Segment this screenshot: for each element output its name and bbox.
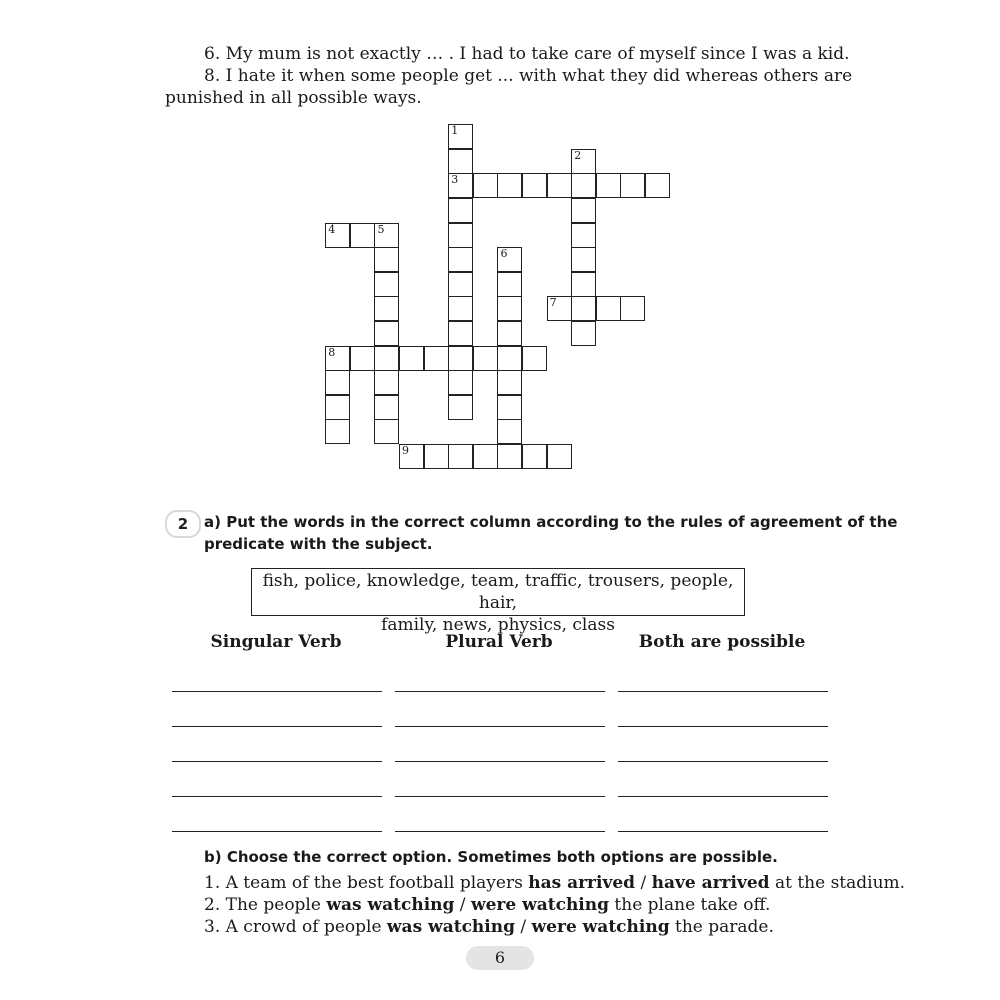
answer-line[interactable] <box>618 761 828 762</box>
option-1[interactable]: has arrived <box>528 873 636 893</box>
crossword-cell[interactable] <box>448 272 473 297</box>
crossword-cell[interactable] <box>325 370 350 395</box>
page-number: 6 <box>466 946 534 970</box>
crossword-cell[interactable] <box>497 419 522 444</box>
crossword-cell[interactable] <box>399 444 424 469</box>
crossword-cell[interactable] <box>497 272 522 297</box>
crossword-cell[interactable] <box>448 321 473 346</box>
crossword-cell[interactable] <box>596 296 621 321</box>
crossword-cell[interactable] <box>325 346 350 371</box>
sentence-3 <box>204 916 774 938</box>
crossword-cell[interactable] <box>547 173 572 198</box>
crossword-cell[interactable] <box>571 296 596 321</box>
sentence-1 <box>204 872 905 894</box>
crossword-cell[interactable] <box>620 296 645 321</box>
crossword-cell[interactable] <box>547 296 572 321</box>
exercise-2a-instruction-continued: predicate with the subject. <box>204 535 433 553</box>
sentence-text: 3. A crowd of people <box>204 917 387 937</box>
crossword-cell[interactable] <box>497 395 522 420</box>
answer-line[interactable] <box>395 726 605 727</box>
crossword-cell[interactable] <box>325 395 350 420</box>
crossword-cell[interactable] <box>571 272 596 297</box>
option-2[interactable]: were watching <box>531 917 670 937</box>
crossword-cell[interactable] <box>350 346 375 371</box>
crossword-cell[interactable] <box>325 223 350 248</box>
crossword-cell[interactable] <box>374 272 399 297</box>
crossword-cell[interactable] <box>448 198 473 223</box>
sentence-text: at the stadium. <box>769 873 906 893</box>
answer-line[interactable] <box>618 726 828 727</box>
crossword-cell[interactable] <box>448 346 473 371</box>
crossword-cell[interactable] <box>448 149 473 174</box>
clue-number: 9 <box>402 444 410 458</box>
answer-line[interactable] <box>172 691 382 692</box>
crossword-cell[interactable] <box>522 444 547 469</box>
exercise-2b-instruction: b) Choose the correct option. Sometimes both options are possible. <box>204 848 778 866</box>
crossword-cell[interactable] <box>374 296 399 321</box>
crossword-cell[interactable] <box>374 419 399 444</box>
crossword-cell[interactable] <box>571 247 596 272</box>
crossword-cell[interactable] <box>424 346 449 371</box>
crossword-cell[interactable] <box>497 444 522 469</box>
crossword-cell[interactable] <box>571 198 596 223</box>
crossword-cell[interactable] <box>497 346 522 371</box>
exercise-2a-instruction: a) Put the words in the correct column according to the rules of agreement of the <box>204 513 898 531</box>
answer-line[interactable] <box>395 831 605 832</box>
answer-line[interactable] <box>172 796 382 797</box>
crossword-cell[interactable] <box>448 296 473 321</box>
clue-number: 3 <box>451 173 459 187</box>
crossword-cell[interactable] <box>374 247 399 272</box>
answer-line[interactable] <box>618 691 828 692</box>
crossword-cell[interactable] <box>571 223 596 248</box>
crossword-cell[interactable] <box>497 321 522 346</box>
sentence-text: the parade. <box>669 917 774 937</box>
clue-number: 5 <box>377 222 385 236</box>
crossword-cell[interactable] <box>473 346 498 371</box>
crossword-cell[interactable] <box>596 173 621 198</box>
crossword-cell[interactable] <box>424 444 449 469</box>
crossword-cell[interactable] <box>374 223 399 248</box>
option-2[interactable]: have arrived <box>651 873 770 893</box>
crossword-cell[interactable] <box>522 346 547 371</box>
separator: / <box>514 917 532 937</box>
crossword-cell[interactable] <box>571 321 596 346</box>
crossword-cell[interactable] <box>448 173 473 198</box>
crossword-cell[interactable] <box>473 444 498 469</box>
clue-number: 4 <box>328 222 336 236</box>
crossword-cell[interactable] <box>374 395 399 420</box>
option-1[interactable]: was watching <box>386 917 515 937</box>
clue-number: 6 <box>500 247 508 261</box>
crossword-cell[interactable] <box>374 370 399 395</box>
option-2[interactable]: were watching <box>470 895 610 915</box>
clue-6: 6. My mum is not exactly … . I had to take care of myself since I was a kid. <box>204 44 850 64</box>
option-1[interactable]: was watching <box>326 895 455 915</box>
sentence-2 <box>204 894 770 916</box>
clue-number: 2 <box>574 148 582 162</box>
crossword-cell[interactable] <box>350 223 375 248</box>
answer-line[interactable] <box>395 691 605 692</box>
sentence-text: 2. The people <box>204 895 327 915</box>
column-header-singular: Singular Verb <box>210 632 342 652</box>
word-bank-line-1: fish, police, knowledge, team, traffic, trousers, people, hair, <box>262 571 734 613</box>
separator: / <box>454 895 471 915</box>
crossword-cell[interactable] <box>374 321 399 346</box>
answer-line[interactable] <box>172 726 382 727</box>
word-bank-box <box>251 568 745 635</box>
answer-line[interactable] <box>172 831 382 832</box>
crossword-cell[interactable] <box>497 370 522 395</box>
answer-line[interactable] <box>395 761 605 762</box>
crossword-cell[interactable] <box>374 346 399 371</box>
crossword-cell[interactable] <box>497 296 522 321</box>
crossword-cell[interactable] <box>448 444 473 469</box>
exercise-number-badge: 2 <box>165 510 201 538</box>
crossword-cell[interactable] <box>399 346 424 371</box>
crossword-cell[interactable] <box>645 173 670 198</box>
crossword-cell[interactable] <box>497 247 522 272</box>
column-header-both: Both are possible <box>638 632 806 652</box>
crossword-cell[interactable] <box>473 173 498 198</box>
sentence-text: the plane take off. <box>609 895 771 915</box>
crossword-cell[interactable] <box>448 395 473 420</box>
answer-line[interactable] <box>618 796 828 797</box>
crossword-cell[interactable] <box>547 444 572 469</box>
clue-8-continued: punished in all possible ways. <box>165 88 422 108</box>
column-header-plural: Plural Verb <box>445 632 553 652</box>
crossword-cell[interactable] <box>325 419 350 444</box>
answer-line[interactable] <box>395 796 605 797</box>
clue-number: 8 <box>328 345 336 359</box>
answer-line[interactable] <box>618 831 828 832</box>
crossword-cell[interactable] <box>448 223 473 248</box>
crossword-cell[interactable] <box>571 173 596 198</box>
crossword-cell[interactable] <box>448 247 473 272</box>
crossword-cell[interactable] <box>522 173 547 198</box>
clue-number: 7 <box>549 296 557 310</box>
word-bank-line-2: family, news, physics, class <box>381 615 615 635</box>
crossword-cell[interactable] <box>620 173 645 198</box>
crossword-cell[interactable] <box>448 124 473 149</box>
sentence-text: 1. A team of the best football players <box>204 873 529 893</box>
crossword-cell[interactable] <box>448 370 473 395</box>
clue-8: 8. I hate it when some people get ... with what they did whereas others are <box>204 66 853 86</box>
clue-number: 1 <box>451 124 459 138</box>
crossword-cell[interactable] <box>497 173 522 198</box>
crossword-cell[interactable] <box>571 149 596 174</box>
answer-line[interactable] <box>172 761 382 762</box>
separator: / <box>635 873 652 893</box>
